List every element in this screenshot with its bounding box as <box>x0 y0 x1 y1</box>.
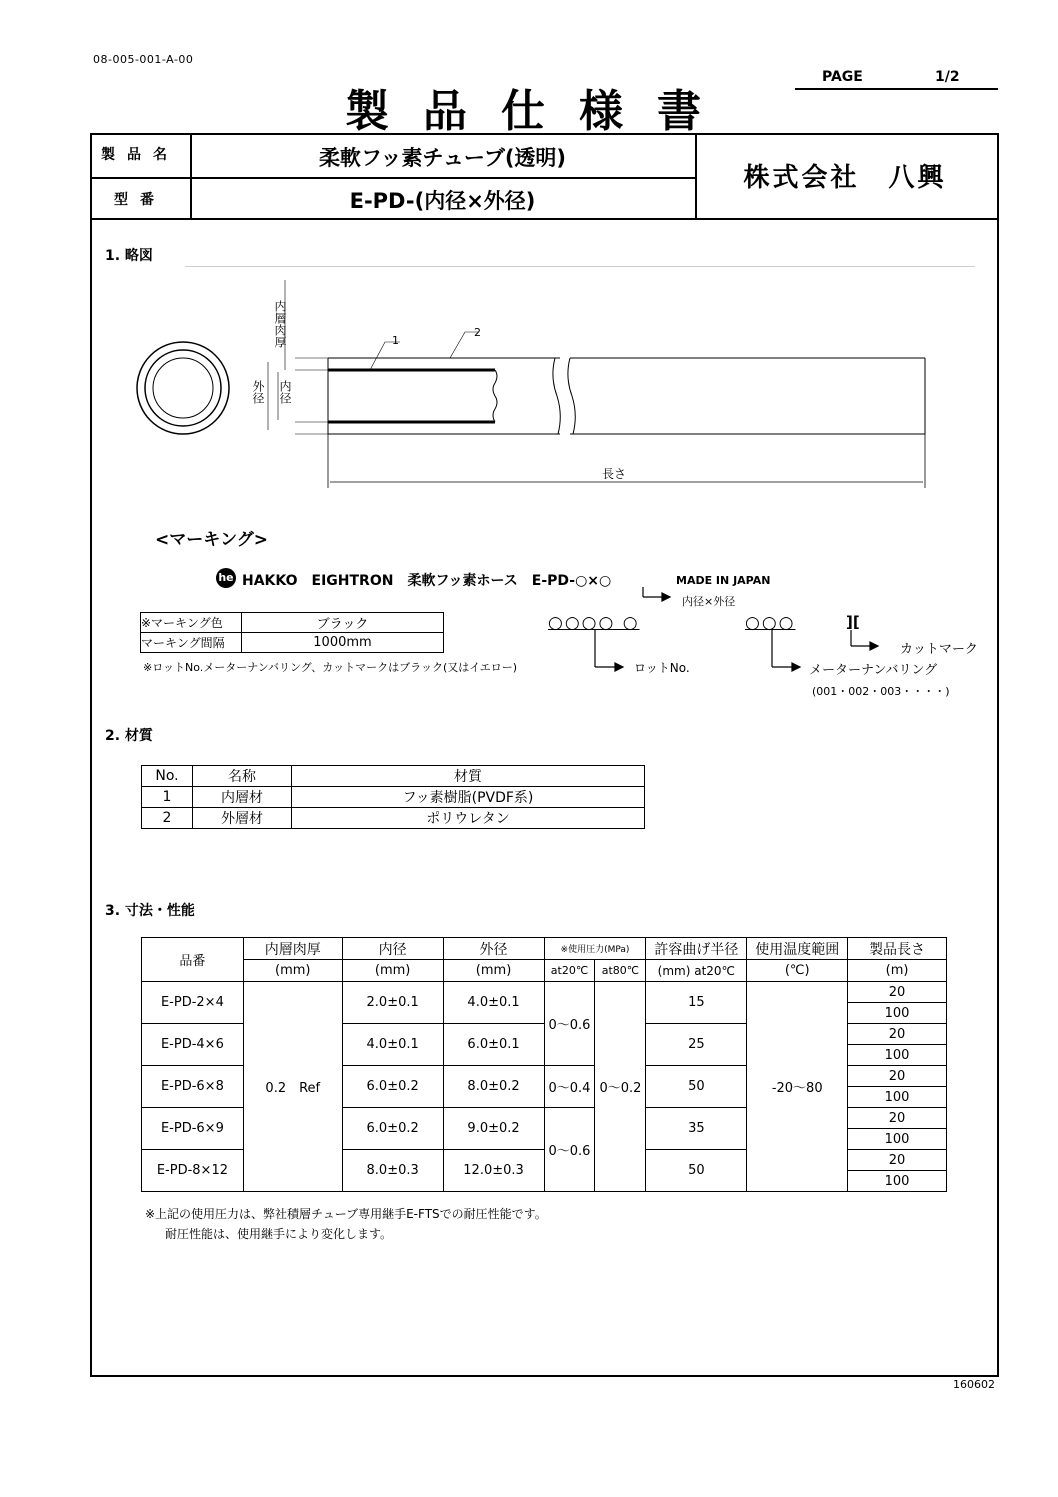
table-cell: 8.0±0.2 <box>443 1066 544 1108</box>
table-header: (m) <box>848 960 947 982</box>
table-cell: 20 <box>848 1024 947 1045</box>
table-header: (mm) at20℃ <box>646 960 747 982</box>
table-row <box>141 633 444 653</box>
table-header: 名称 <box>193 766 292 787</box>
document-code: 08-005-001-A-00 <box>93 53 194 66</box>
page-title: 製品仕様書 <box>345 86 735 137</box>
dia-note: 内径×外径 <box>682 595 736 608</box>
table-header: ※使用圧力(MPa) <box>544 938 646 960</box>
table-cell: 100 <box>848 1087 947 1108</box>
table-cell: 50 <box>646 1150 747 1192</box>
table-row <box>142 787 645 808</box>
table-cell: 6.0±0.2 <box>342 1066 443 1108</box>
cut-label: カットマーク <box>900 642 978 657</box>
table-cell: E-PD-6×9 <box>142 1108 244 1150</box>
model-label: 型番 <box>114 192 166 208</box>
table-cell: 9.0±0.2 <box>443 1108 544 1150</box>
table-cell: -20～80 <box>747 982 848 1192</box>
table-header: 材質 <box>292 766 645 787</box>
label-part-1: 1 <box>392 334 399 347</box>
table-header: (mm) <box>243 960 342 982</box>
table-cell: 4.0±0.1 <box>342 1024 443 1066</box>
product-name-label: 製品名 <box>101 147 179 163</box>
table-cell: ブラック <box>242 613 444 633</box>
table-cell: E-PD-2×4 <box>142 982 244 1024</box>
table-cell: マーキング間隔 <box>141 633 242 653</box>
tube-diagram <box>130 270 950 495</box>
company-name: 株式会社 八興 <box>743 163 947 193</box>
product-name: 柔軟フッ素チューブ(透明) <box>318 146 567 170</box>
footer-code: 160602 <box>953 1378 995 1391</box>
tube-cross-section <box>137 342 229 434</box>
table-cell: 外層材 <box>193 808 292 829</box>
section-2-title: 2. 材質 <box>105 728 153 744</box>
table-row <box>142 808 645 829</box>
spec-note-2: 耐圧性能は、使用継手により変化します。 <box>165 1227 393 1241</box>
table-cell: フッ素樹脂(PVDF系) <box>292 787 645 808</box>
table-cell: 12.0±0.3 <box>443 1150 544 1192</box>
material-table <box>141 765 645 829</box>
table-header: (mm) <box>443 960 544 982</box>
table-cell: 2.0±0.1 <box>342 982 443 1024</box>
header-row-model <box>90 177 695 219</box>
table-cell: 25 <box>646 1024 747 1066</box>
table-cell: 20 <box>848 1066 947 1087</box>
table-cell: 0～0.2 <box>595 982 646 1192</box>
table-cell: 0.2 Ref <box>243 982 342 1192</box>
table-cell: 50 <box>646 1066 747 1108</box>
table-cell: 100 <box>848 1171 947 1192</box>
table-cell: ※マーキング色 <box>141 613 242 633</box>
table-cell: E-PD-6×8 <box>142 1066 244 1108</box>
table-header-row <box>142 938 947 960</box>
section-3-title: 3. 寸法・性能 <box>105 903 195 919</box>
marking-table <box>140 612 444 653</box>
table-cell: 2 <box>142 808 193 829</box>
table-header: 内径 <box>342 938 443 960</box>
table-cell: 35 <box>646 1108 747 1150</box>
spec-note-1: ※上記の使用圧力は、弊社積層チューブ専用継手E-FTSでの耐圧性能です。 <box>145 1207 547 1221</box>
label-part-2: 2 <box>474 326 481 339</box>
table-header: 内層肉厚 <box>243 938 342 960</box>
table-header: (mm) <box>342 960 443 982</box>
table-header: (℃) <box>747 960 848 982</box>
table-cell: 1000mm <box>242 633 444 653</box>
page-label: PAGE <box>822 69 863 85</box>
table-header: 製品長さ <box>848 938 947 960</box>
table-row <box>142 982 947 1003</box>
tube-side-view <box>268 280 925 488</box>
page-underline <box>795 88 998 90</box>
section-1-title: 1. 略図 <box>105 248 153 264</box>
table-header: 許容曲げ半径 <box>646 938 747 960</box>
table-header: 使用温度範囲 <box>747 938 848 960</box>
made-in-japan: MADE IN JAPAN <box>676 574 771 587</box>
table-cell: 6.0±0.2 <box>342 1108 443 1150</box>
table-cell: 20 <box>848 1150 947 1171</box>
hakko-logo-icon: he <box>216 568 236 588</box>
label-inner-wall: 内層肉厚 <box>273 300 287 348</box>
table-header: 品番 <box>142 938 244 982</box>
meter-example: (001・002・003・・・・) <box>812 685 950 698</box>
section-1-rule <box>185 266 975 267</box>
table-cell: 0～0.6 <box>544 982 595 1066</box>
meter-label: メーターナンバリング <box>809 663 938 678</box>
table-cell: 20 <box>848 1108 947 1129</box>
marking-note: ※ロットNo.メーターナンバリング、カットマークはブラック(又はイエロー) <box>143 661 518 674</box>
table-header: at20℃ <box>544 960 595 982</box>
header-row-product <box>90 133 695 179</box>
page-number: 1/2 <box>935 69 960 85</box>
table-header: at80℃ <box>595 960 646 982</box>
table-header-row <box>142 960 947 982</box>
table-cell: 100 <box>848 1129 947 1150</box>
table-row <box>141 613 444 633</box>
table-cell: E-PD-4×6 <box>142 1024 244 1066</box>
table-header-row <box>142 766 645 787</box>
table-cell: 内層材 <box>193 787 292 808</box>
label-length: 長さ <box>602 467 627 481</box>
header-divider <box>190 133 192 219</box>
meter-symbol: ○○○ <box>745 613 796 633</box>
table-cell: ポリウレタン <box>292 808 645 829</box>
table-cell: 20 <box>848 982 947 1003</box>
lot-symbol: ○○○○ ○ <box>548 613 640 633</box>
table-cell: 1 <box>142 787 193 808</box>
marking-title: <マーキング> <box>155 530 268 550</box>
table-cell: 6.0±0.1 <box>443 1024 544 1066</box>
header-bottom-line <box>90 218 997 220</box>
table-cell: 8.0±0.3 <box>342 1150 443 1192</box>
table-cell: 0～0.6 <box>544 1108 595 1192</box>
table-header: 外径 <box>443 938 544 960</box>
cut-symbol: ][ <box>846 613 860 631</box>
marking-line: HAKKO EIGHTRON 柔軟フッ素ホース E-PD-○×○ <box>242 573 612 589</box>
table-cell: 100 <box>848 1003 947 1024</box>
table-cell: 15 <box>646 982 747 1024</box>
table-cell: 0～0.4 <box>544 1066 595 1108</box>
table-cell: 4.0±0.1 <box>443 982 544 1024</box>
label-inner-diameter: 内径 <box>278 380 292 404</box>
model-number: E-PD-(内径×外径) <box>349 189 536 213</box>
lot-label: ロットNo. <box>634 661 690 675</box>
label-outer-diameter: 外径 <box>251 380 265 404</box>
table-cell: 100 <box>848 1045 947 1066</box>
table-cell: E-PD-8×12 <box>142 1150 244 1192</box>
spec-table <box>141 937 947 1192</box>
table-header: No. <box>142 766 193 787</box>
